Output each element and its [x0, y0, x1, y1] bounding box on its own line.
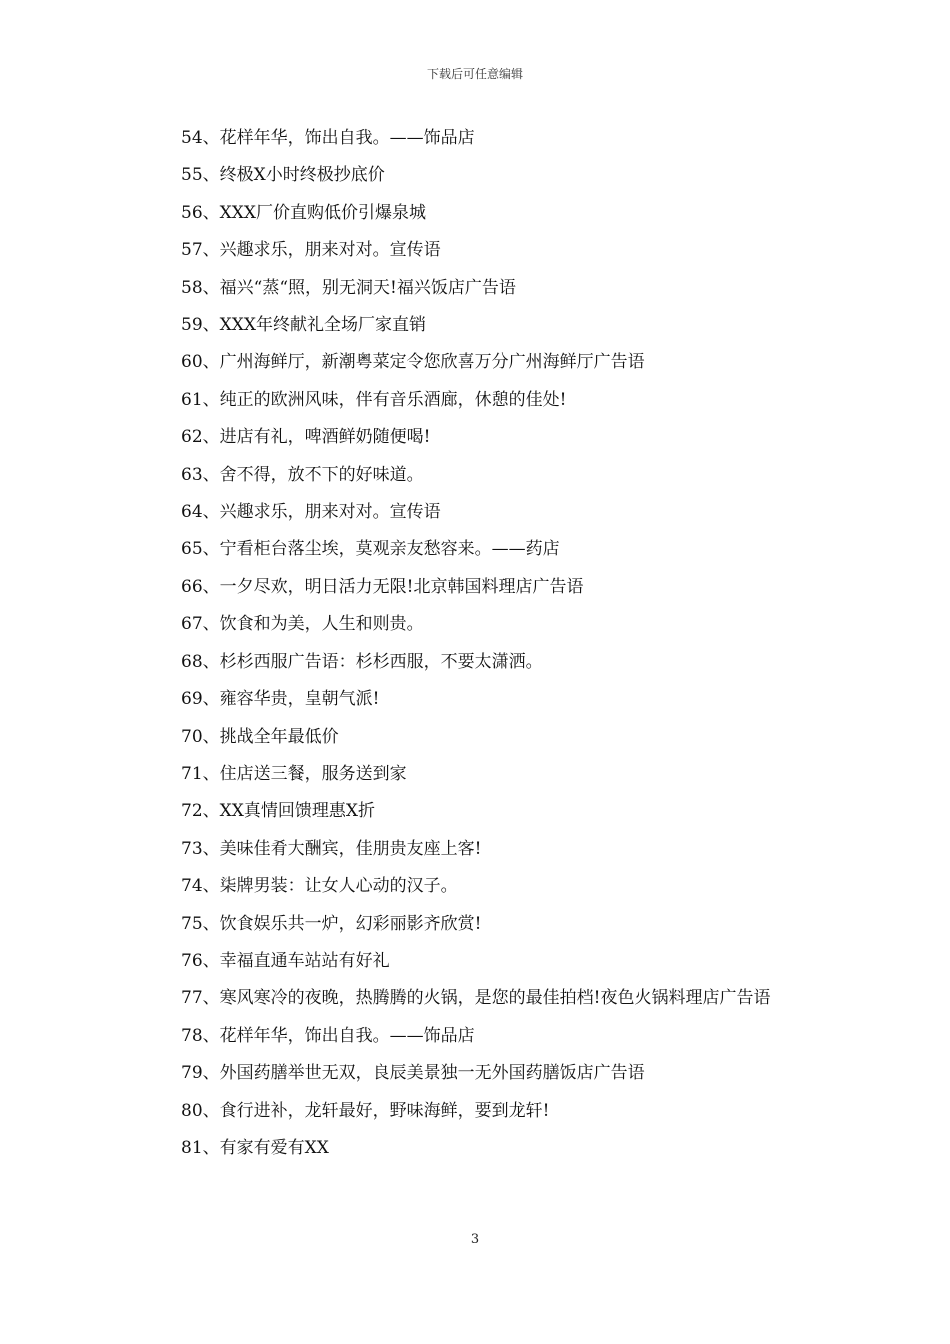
list-item: 71、住店送三餐，服务送到家 — [181, 763, 407, 784]
list-item: 78、花样年华，饰出自我。——饰品店 — [181, 1025, 475, 1046]
list-item: 69、雍容华贵，皇朝气派! — [181, 689, 380, 710]
page-number: 3 — [470, 1232, 480, 1247]
list-item: 76、幸福直通车站站有好礼 — [181, 950, 390, 971]
list-item: 65、宁看柜台落尘埃，莫观亲友愁容来。——药店 — [181, 539, 560, 560]
list-item: 66、一夕尽欢，明日活力无限!北京韩国料理店广告语 — [181, 576, 584, 597]
list-item: 72、XX真情回馈理惠X折 — [181, 801, 375, 822]
list-item: 74、柒牌男装：让女人心动的汉子。 — [181, 876, 458, 897]
list-item: 67、饮食和为美，人生和则贵。 — [181, 614, 424, 635]
list-item: 54、花样年华，饰出自我。——饰品店 — [181, 128, 475, 148]
list-item: 70、挑战全年最低价 — [181, 726, 339, 747]
page-header: 下载后可任意编辑 — [426, 67, 523, 81]
list-item: 81、有家有爱有XX — [181, 1137, 329, 1158]
list-item: 55、终极X小时终极抄底价 — [181, 165, 385, 186]
list-item: 61、纯正的欧洲风味，伴有音乐酒廊，休憩的佳处! — [181, 389, 567, 410]
list-item: 79、外国药膳举世无双，良辰美景独一无外国药膳饭店广告语 — [181, 1063, 645, 1084]
list-item: 75、饮食娱乐共一炉，幻彩丽影齐欣赏! — [181, 913, 482, 934]
list-item: 57、兴趣求乐，朋来对对。宣传语 — [181, 240, 441, 261]
list-item: 63、舍不得，放不下的好味道。 — [181, 464, 424, 485]
list-item: 77、寒风寒冷的夜晚，热腾腾的火锅，是您的最佳拍档!夜色火锅料理店广告语 — [181, 988, 771, 1009]
document-body — [143, 120, 815, 1167]
list-item: 56、XXX厂价直购低价引爆泉城 — [181, 202, 426, 223]
list-item: 64、兴趣求乐，朋来对对。宣传语 — [181, 502, 441, 523]
list-item: 59、XXX年终献礼全场厂家直销 — [181, 315, 426, 336]
list-item: 62、进店有礼，啤酒鲜奶随便喝! — [181, 427, 431, 448]
list-item: 58、福兴“蒸“照，别无洞天!福兴饭店广告语 — [181, 277, 516, 298]
list-item: 60、广州海鲜厅，新潮粤菜定令您欣喜万分广州海鲜厅广告语 — [181, 352, 645, 373]
list-item: 73、美味佳肴大酬宾，佳朋贵友座上客! — [181, 838, 482, 859]
list-item: 68、杉杉西服广告语：杉杉西服，不要太潇洒。 — [181, 651, 543, 672]
list-item: 80、食行进补，龙轩最好，野味海鲜，要到龙轩! — [181, 1100, 550, 1121]
